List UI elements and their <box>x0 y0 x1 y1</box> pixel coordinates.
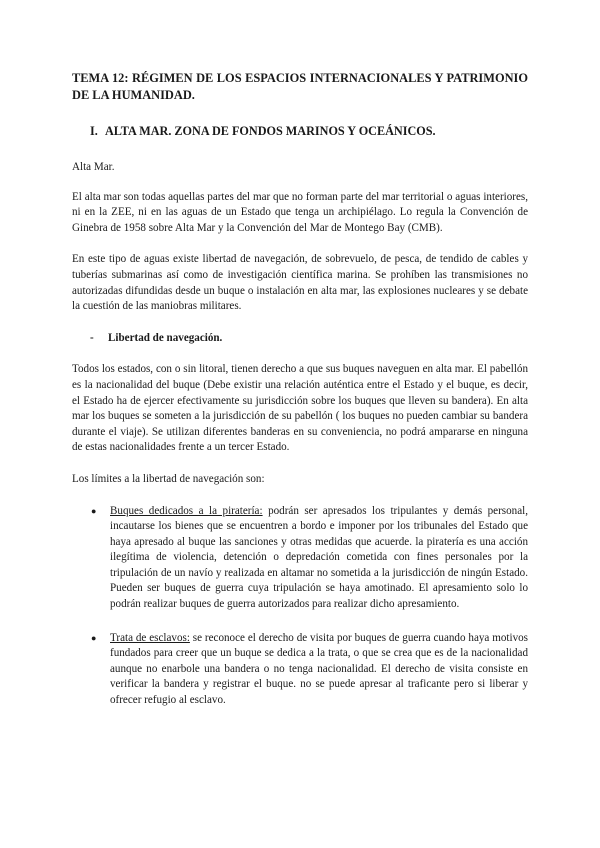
section-heading-text: ALTA MAR. ZONA DE FONDOS MARINOS Y OCEÁNICOS. <box>105 124 436 138</box>
subsection-marker: - <box>90 331 94 344</box>
list-item-body <box>110 631 528 709</box>
intro-label: Alta Mar. <box>72 161 115 173</box>
document-title: TEMA 12: RÉGIMEN DE LOS ESPACIOS INTERNACIONALES Y PATRIMONIO DE LA HUMANIDAD. <box>72 71 528 102</box>
bullet-icon: ● <box>91 505 97 516</box>
list-item-text: podrán ser apresados los tripulantes y demás personal, incautarse los bienes que se encuentren a bordo e imponer por los tribunales del Estado que haya apresado al buque las sanciones y otras medidas que acuerde. la piratería es una acción ilegítima de violencia, detención o depredación cometida con fines personales por la tripulación de un navío y realizada en altamar no sometida a la jurisdicción de ningún Estado. Pueden ser buques de guerra cuya tripulación se haya amotinado. El apresamiento solo lo podrán realizar buques de guerra autorizados para realizar dicho apresamiento. <box>110 504 528 611</box>
subsection-heading-text: Libertad de navegación. <box>108 331 223 344</box>
list-item-body <box>110 504 528 613</box>
limits-list <box>72 504 528 709</box>
bullet-icon: ● <box>91 632 97 643</box>
subsection-heading <box>90 331 528 347</box>
section-heading <box>90 123 528 139</box>
list-item-label: Trata de esclavos: <box>110 631 190 644</box>
paragraph-freedoms: En este tipo de aguas existe libertad de navegación, de sobrevuelo, de pesca, de tendido de cables y tuberías submarinas así como de investigación científica marina. Se prohíben las transmisiones no autorizadas difundidas desde un buque o instalación en alta mar, las explosiones nucleares y se debate la cuestión de las maniobras militares. <box>72 253 528 313</box>
list-item <box>72 504 528 613</box>
paragraph-definition: El alta mar son todas aquellas partes del mar que no forman parte del mar territorial o aguas interiores, ni en la ZEE, ni en las aguas de un Estado que tenga un archipiélago. Lo regula la Convención de Ginebra de 1958 sobre Alta Mar y la Convención del Mar de Montego Bay (CMB). <box>72 190 528 234</box>
list-item-text: se reconoce el derecho de visita por buques de guerra cuando haya motivos fundados para creer que un buque se dedica a la trata, o que se crea que es de la nacionalidad aunque no enarbole una bandera o no tenga nacionalidad. El derecho de visita consiste en verificar la bandera y registrar el buque. no se puede apresar al traficante pero si liberar y ofrecer refugio al esclavo. <box>110 631 528 707</box>
section-number: I. <box>90 124 98 138</box>
list-item-label: Buques dedicados a la piratería: <box>110 504 263 517</box>
limits-intro: Los límites a la libertad de navegación son: <box>72 472 265 485</box>
list-item <box>72 631 528 709</box>
paragraph-navigation: Todos los estados, con o sin litoral, tienen derecho a que sus buques naveguen en alta mar. El pabellón es la nacionalidad del buque (Debe existir una relación auténtica entre el Estado y el buque, es decir, el Estado ha de ejercer efectivamente su jurisdicción sobre los buques que lleven su bandera). En alta mar los buques se someten a la jurisdicción de su pabellón ( los buques no pueden cambiar su bandera durante el viaje). Se utilizan diferentes banderas en su conveniencia, no podrá ampararse en ninguna de estas nacionalidades frente a un tercer Estado. <box>72 363 528 454</box>
